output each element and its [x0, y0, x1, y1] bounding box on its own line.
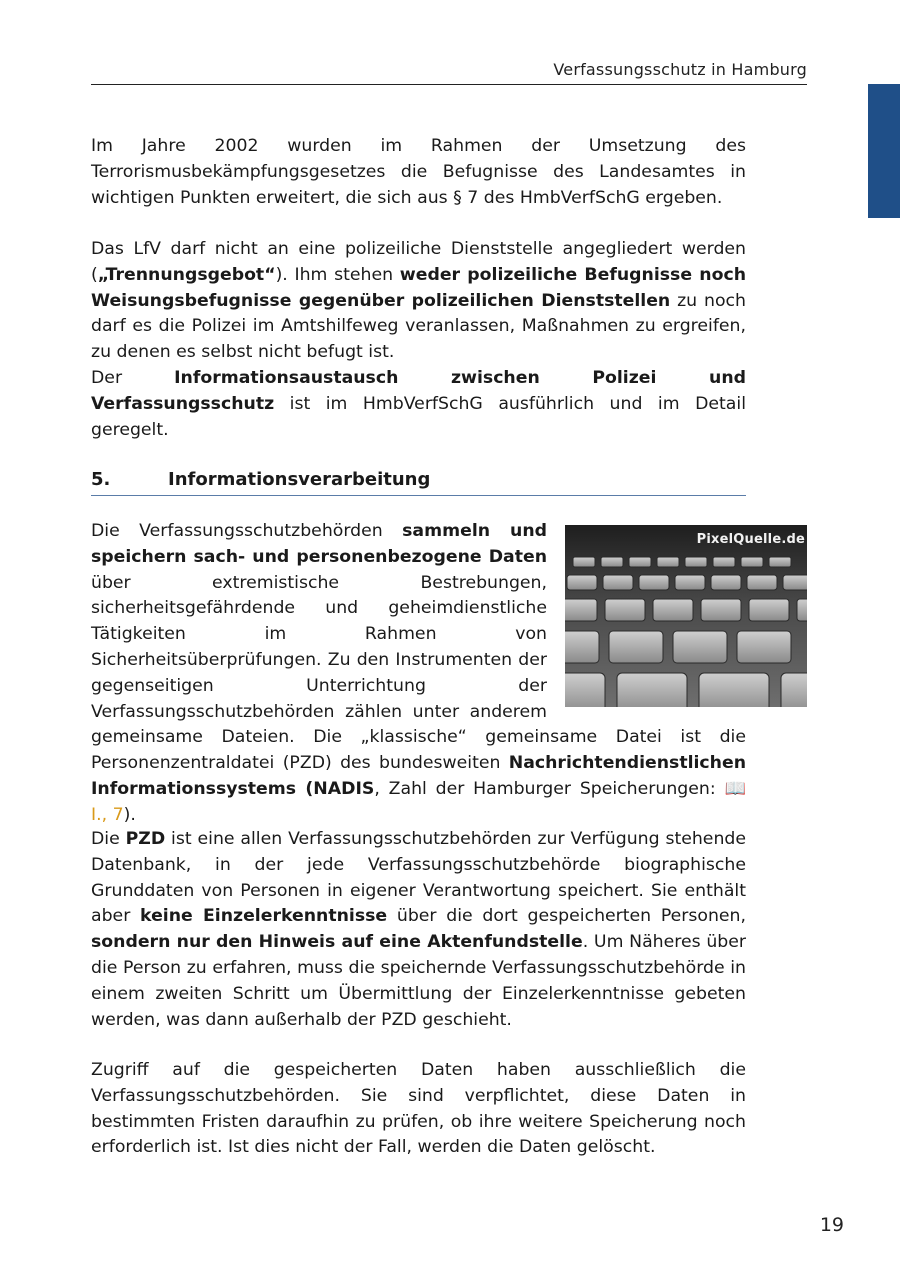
image-watermark: PixelQuelle.de — [696, 532, 805, 547]
text-span: Der — [91, 367, 175, 388]
page-number: 19 — [819, 1214, 844, 1236]
bold-span: „Trennungsgebot“ — [97, 264, 276, 285]
section-number: 5. — [91, 469, 111, 490]
text-span: ). — [123, 804, 136, 825]
text-span: ). Ihm stehen — [275, 264, 400, 285]
cross-reference-link[interactable]: I., 7 — [91, 804, 124, 825]
paragraph-2 — [91, 237, 746, 443]
bold-span: Nachrichtendienstlichen Informationssystems (NADIS — [91, 753, 746, 799]
header-rule — [91, 84, 807, 85]
text-span: Das LfV darf nicht an eine polizeiliche Dienststelle angegliedert werden ( — [91, 239, 746, 285]
bold-span: weder polizeiliche Befugnisse noch Weisungsbefugnisse gegenüber polizeilichen Dienststellen — [91, 264, 746, 311]
section-title: Informationsverarbeitung — [168, 469, 431, 490]
text-span: ist im HmbVerfSchG ausführlich und im Detail geregelt. — [91, 393, 746, 440]
paragraph-4 — [91, 827, 746, 1033]
book-icon: 📖 — [724, 778, 746, 799]
text-span: über die dort gespeicherten Personen, — [387, 906, 747, 927]
bold-span: sammeln und speichern sach- und personenbezogene Daten — [91, 521, 547, 567]
paragraph-2b-text — [91, 366, 746, 443]
bold-span: PZD — [125, 829, 166, 849]
text-span: . Um Näheres über die Person zu erfahren, muss die speichernde Verfassungsschutzbehörde in einem zweiten Schritt um Übermittlung der Einzelerkenntnisse gebeten werden, was dann außerhalb der PZD geschieht. — [91, 932, 746, 1030]
text-span: Die Verfassungsschutzbehörden — [91, 521, 403, 541]
paragraph-1 — [91, 134, 746, 211]
text-span: zu noch darf es die Polizei im Amtshilfeweg veranlassen, Maßnahmen zu ergreifen, zu denen es selbst nicht befugt ist. — [91, 290, 746, 363]
paragraph-2-text — [91, 237, 746, 366]
paragraph-3 — [91, 519, 807, 829]
paragraph-4-text — [91, 827, 746, 1033]
bold-span: Informationsaustausch zwischen Polizei und Verfassungsschutz — [91, 367, 746, 414]
text-span: ist eine allen Verfassungsschutzbehörden zur Verfügung stehende Datenbank, in der jede Verfassungsschutzbehörde biographische Grunddaten von Personen in eigener Verantwortung speichert. Sie enthält aber — [91, 829, 746, 927]
section-heading — [91, 467, 746, 496]
chapter-tab — [868, 84, 900, 218]
bold-span: keine Einzelerkenntnisse — [140, 906, 388, 927]
bold-span: sondern nur den Hinweis auf eine Aktenfundstelle — [91, 932, 583, 953]
paragraph-1-text: Im Jahre 2002 wurden im Rahmen der Umsetzung des Terrorismusbekämpfungsgesetzes die Befugnisse des Landesamtes in wichtigen Punkten erweitert, die sich aus § 7 des HmbVerfSchG ergeben. — [91, 136, 746, 208]
text-span: , Zahl der Hamburger Speicherungen: — [374, 778, 725, 799]
keyboard-photo — [565, 525, 807, 707]
running-header: Verfassungsschutz in Hamburg — [553, 60, 807, 79]
paragraph-5 — [91, 1058, 746, 1161]
text-span: Die — [91, 829, 126, 849]
text-span: über extremistische Bestrebungen, sicherheitsgefährdende und geheimdienstliche Tätigkeiten im Rahmen von Sicherheitsüberprüfungen. Zu den Instrumenten der gegenseitigen Unterrichtung der Verfassungsschutzbehörden zählen unter anderem gemeinsame Dateien. Die „klassische“ gemeinsame Datei ist die Personenzentraldatei (PZD) des bundesweiten — [91, 572, 746, 774]
paragraph-5-text: Zugriff auf die gespeicherten Daten haben ausschließlich die Verfassungsschutzbehörden. Sie sind verpflichtet, diese Daten in bestimmten Fristen daraufhin zu prüfen, ob ihre weitere Speicherung noch erforderlich ist. Ist dies nicht der Fall, werden die Daten gelöscht. — [91, 1060, 746, 1158]
